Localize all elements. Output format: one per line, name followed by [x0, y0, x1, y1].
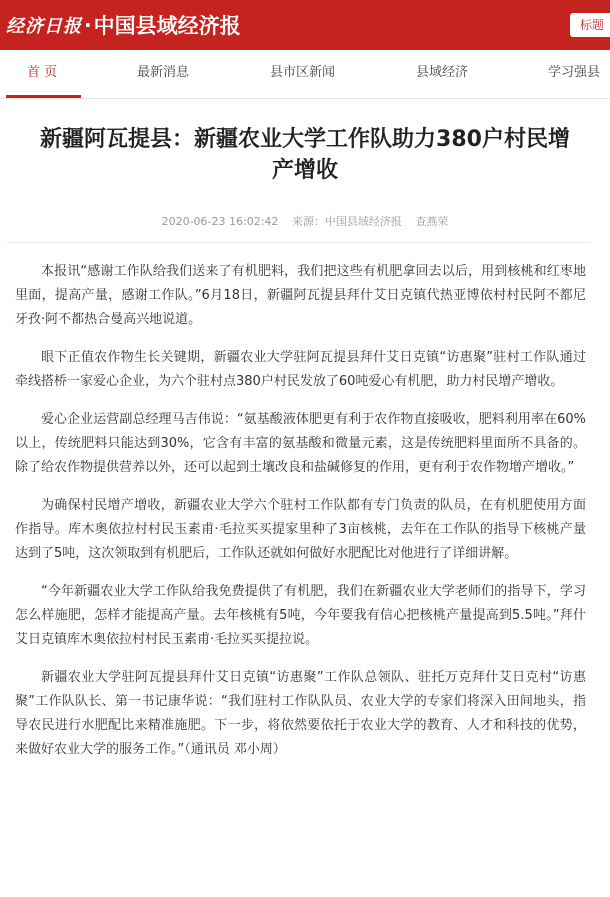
article-paragraph: 为确保村民增产增收，新疆农业大学六个驻村工作队都有专门负责的队员，在有机肥使用方面作指导。库木奥依拉村村民玉素甫·毛拉买买提家里种了3亩核桃，去年在工作队的指导下核桃产量达到了5吨，这次领取到有机肥后，工作队还就如何做好水肥配比对他进行了详细讲解。 — [15, 498, 586, 561]
logo-script-text: 经济日报 — [6, 16, 82, 37]
article-source: 来源：中国县域经济报 — [291, 215, 402, 228]
article-author: 查燕荣 — [415, 215, 449, 228]
nav-active-indicator — [6, 95, 81, 98]
article-paragraph: “今年新疆农业大学工作队给我免费提供了有机肥，我们在新疆农业大学老师们的指导下，学习怎么样施肥，怎样才能提高产量。去年核桃有5吨，今年要我有信心把核桃产量提高到5.5吨。”拜什艾日克镇库木奥依拉村村民玉素甫·毛拉买买提拉说。 — [15, 584, 586, 647]
nav-item-county-news[interactable]: 县市区新闻 — [270, 65, 336, 80]
top-bar — [0, 0, 610, 50]
article-paragraph: 眼下正值农作物生长关键期，新疆农业大学驻阿瓦提县拜什艾日克镇“访惠聚”驻村工作队通过牵线搭桥一家爱心企业，为六个驻村点380户村民发放了60吨爱心有机肥，助力村民增产增收。 — [15, 350, 586, 389]
nav-item-county-economy[interactable]: 县域经济 — [416, 65, 469, 80]
main-nav — [0, 50, 610, 99]
nav-item-home[interactable]: 首 页 — [27, 65, 58, 80]
site-logo[interactable] — [6, 10, 241, 40]
logo-name-text: 中国县域经济报 — [93, 13, 241, 38]
title-button[interactable]: 标题 — [570, 13, 610, 37]
nav-item-study[interactable]: 学习强县 — [548, 65, 601, 80]
nav-item-latest[interactable]: 最新消息 — [137, 65, 190, 80]
article-date: 2020-06-23 16:02:42 — [161, 215, 279, 228]
article-body — [15, 260, 586, 776]
article-title: 新疆阿瓦提县：新疆农业大学工作队助力380户村民增产增收 — [40, 127, 570, 183]
article-meta — [0, 213, 610, 229]
article-paragraph: 新疆农业大学驻阿瓦提县拜什艾日克镇“访惠聚”工作队总领队、驻托万克拜什艾日克村“访惠聚”工作队队长、第一书记康华说：“我们驻村工作队队员、农业大学的专家们将深入田间地头，指导农民进行水肥配比来精准施肥。下一步，将依然要依托于农业大学的教育、人才和科技的优势，来做好农业大学的服务工作。”（通讯员 邓小周） — [15, 670, 586, 757]
logo-separator: · — [84, 13, 92, 37]
article-paragraph: 本报讯“感谢工作队给我们送来了有机肥料，我们把这些有机肥拿回去以后，用到核桃和红枣地里面，提高产量，感谢工作队。”6月18日，新疆阿瓦提县拜什艾日克镇代热亚博依村村民阿不都尼牙孜·阿不都热合曼高兴地说道。 — [15, 264, 586, 327]
article-paragraph: 爱心企业运营副总经理马吉伟说：“氨基酸液体肥更有利于农作物直接吸收，肥料利用率在60%以上，传统肥料只能达到30%，它含有丰富的氨基酸和微量元素，这是传统肥料里面所不具备的。除了给农作物提供营养以外，还可以起到土壤改良和盐碱修复的作用，更有利于农作物增产增收。” — [15, 412, 586, 475]
meta-divider — [6, 242, 590, 243]
